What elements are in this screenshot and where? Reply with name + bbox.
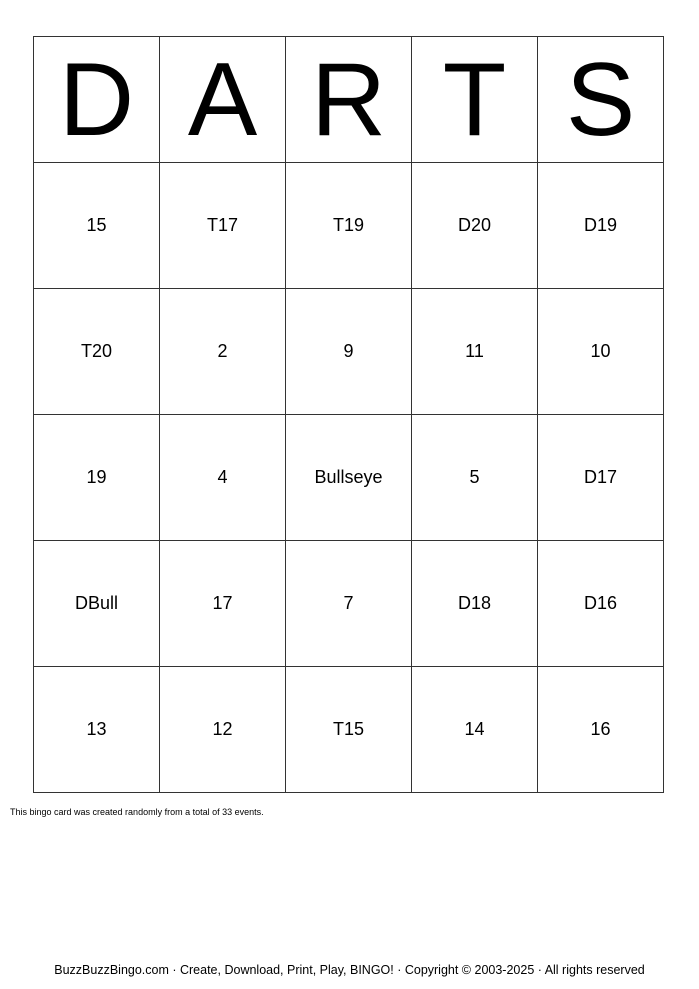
bingo-cell: D19 (538, 163, 664, 289)
page-footer: BuzzBuzzBingo.com · Create, Download, Print, Play, BINGO! · Copyright © 2003-2025 · All rights reserved (54, 963, 645, 977)
bingo-row (34, 289, 664, 415)
bingo-card (33, 36, 664, 793)
bingo-cell: T19 (286, 163, 412, 289)
bingo-cell: 19 (34, 415, 160, 541)
header-letter: A (160, 37, 286, 163)
bingo-cell: D20 (412, 163, 538, 289)
header-letter: R (286, 37, 412, 163)
header-letter: D (34, 37, 160, 163)
bingo-cell: 14 (412, 667, 538, 793)
free-cell: Bullseye (286, 415, 412, 541)
bingo-cell: 7 (286, 541, 412, 667)
bingo-cell: 15 (34, 163, 160, 289)
bingo-cell: 11 (412, 289, 538, 415)
bingo-cell: D18 (412, 541, 538, 667)
bingo-cell: T20 (34, 289, 160, 415)
bingo-cell: DBull (34, 541, 160, 667)
bingo-row (34, 415, 664, 541)
bingo-row (34, 541, 664, 667)
bingo-row (34, 163, 664, 289)
bingo-cell: 9 (286, 289, 412, 415)
bingo-cell: D16 (538, 541, 664, 667)
header-letter: S (538, 37, 664, 163)
bingo-cell: 17 (160, 541, 286, 667)
card-note: This bingo card was created randomly from a total of 33 events. (10, 807, 264, 817)
bingo-row (34, 667, 664, 793)
bingo-cell: D17 (538, 415, 664, 541)
bingo-cell: T15 (286, 667, 412, 793)
bingo-cell: T17 (160, 163, 286, 289)
bingo-cell: 12 (160, 667, 286, 793)
bingo-cell: 2 (160, 289, 286, 415)
bingo-cell: 5 (412, 415, 538, 541)
bingo-cell: 4 (160, 415, 286, 541)
bingo-cell: 16 (538, 667, 664, 793)
header-letter: T (412, 37, 538, 163)
header-row (34, 37, 664, 163)
bingo-cell: 13 (34, 667, 160, 793)
bingo-cell: 10 (538, 289, 664, 415)
